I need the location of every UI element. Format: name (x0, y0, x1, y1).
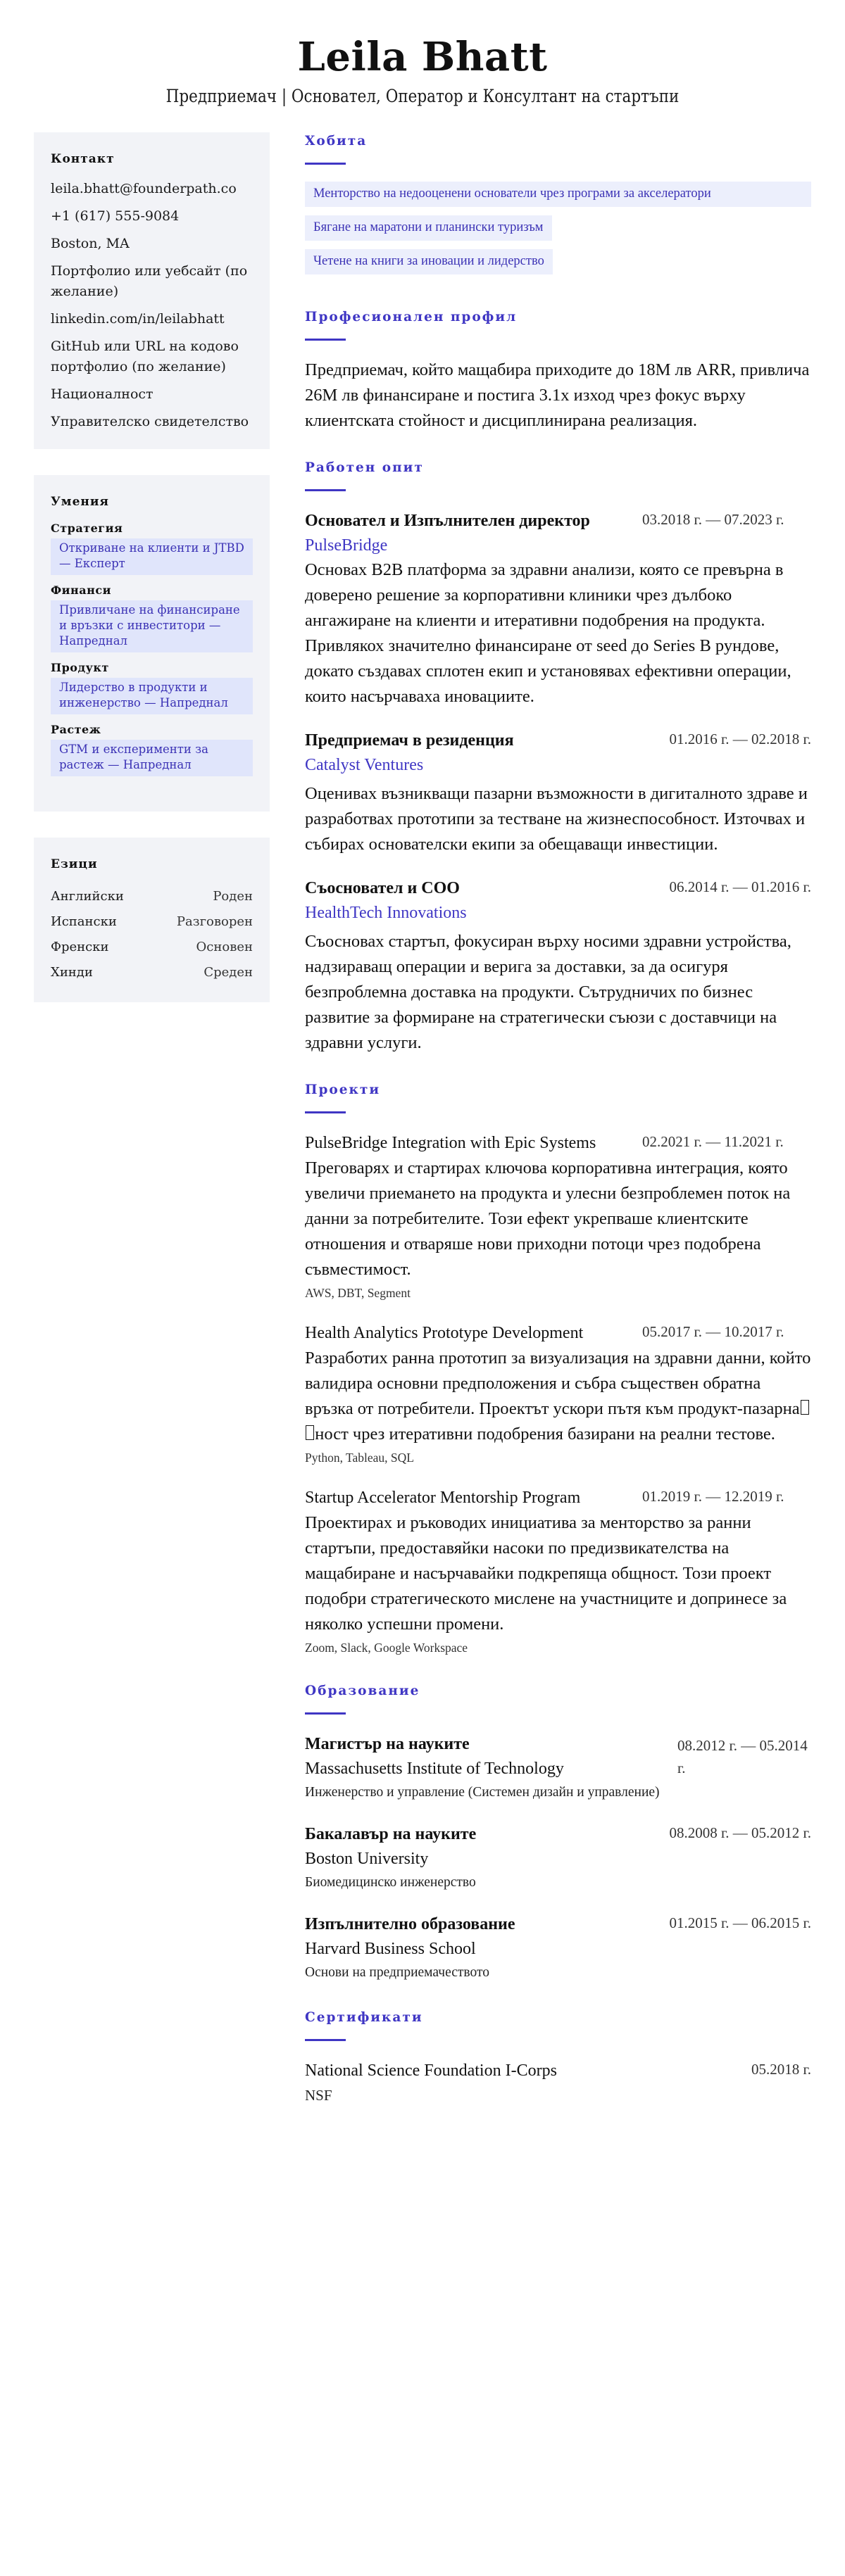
company-name: PulseBridge (305, 536, 388, 555)
language-row (51, 884, 253, 909)
contact-license: Управителско свидетелство (51, 414, 249, 429)
person-tagline: Предприемач | Основател, Оператор и Консултант на стартъпи (165, 86, 680, 106)
contact-location: Boston, MA (51, 236, 130, 251)
degree-name: Бакалавър на науките (305, 1825, 477, 1843)
job-title: Предприемач в резиденция (305, 731, 514, 750)
contact-portfolio: Портфолио или уебсайт (по желание) (51, 263, 248, 299)
experience-entry (305, 876, 811, 1056)
experience-entry (305, 508, 811, 709)
project-description: Проектирах и ръководих инициатива за менторство за ранни стартъпи, предоставяйки насоки по предизвикателства на мащабиране и насърчавайки подкрепяща общност. Този проект подобри стратегическото мислене на участниците и допринесе за няколко успешни промени. (305, 1513, 787, 1634)
hobbies-section (305, 132, 811, 283)
degree-name: Магистър на науките (305, 1735, 470, 1753)
project-dates: 01.2019 г. — 12.2019 г. (642, 1488, 784, 1505)
project-entry (305, 1130, 811, 1302)
school-name: Boston University (305, 1850, 429, 1868)
education-dates: 08.2012 г. — 05.2014 г. (677, 1737, 808, 1776)
language-row (51, 935, 253, 960)
skills-panel (34, 475, 270, 812)
language-name: Английски (51, 889, 124, 904)
project-name: Health Analytics Prototype Development (305, 1324, 584, 1342)
certification-date: 05.2018 г. (751, 2061, 811, 2078)
skill-group (51, 661, 253, 714)
section-title: Хобита (305, 134, 368, 149)
languages-panel (34, 838, 270, 1002)
job-dates: 06.2014 г. — 01.2016 г. (669, 878, 811, 895)
contact-linkedin[interactable]: linkedin.com/in/leilabhatt (51, 311, 225, 327)
language-level: Разговорен (176, 914, 253, 929)
school-name: Massachusetts Institute of Technology (305, 1760, 564, 1778)
main-column (305, 132, 811, 2131)
language-level: Основен (196, 940, 253, 954)
hobby-tag: Бягане на маратони и планински туризъм (305, 215, 552, 241)
skill-tag: GTM и експерименти за растеж — Напреднал (51, 740, 253, 776)
project-description: Преговарях и стартирах ключова корпоративна интеграция, която увеличи приемането на продукта и улесни безпроблемен поток на данни за потребителите. Този ефект укрепваше клиентските отношения и отваряше нови приходни потоци чрез подобрена съвместимост. (305, 1158, 791, 1279)
resume-layout (34, 132, 811, 2131)
resume-header (34, 34, 811, 108)
project-tech: Zoom, Slack, Google Workspace (305, 1641, 468, 1655)
hobby-tag: Четене на книги за иновации и лидерство (305, 249, 553, 274)
section-title: Сертификати (305, 2010, 423, 2025)
experience-entry (305, 728, 811, 857)
project-tech: AWS, DBT, Segment (305, 1286, 411, 1300)
project-name: PulseBridge Integration with Epic Systems (305, 1134, 596, 1152)
field-of-study: Биомедицинско инженерство (305, 1875, 476, 1890)
contact-email[interactable]: leila.bhatt@founderpath.co (51, 181, 237, 196)
language-level: Роден (213, 889, 253, 904)
hobby-list (305, 182, 811, 283)
education-entry (305, 1731, 811, 1803)
profile-section (305, 308, 811, 434)
skill-group (51, 723, 253, 776)
certification-issuer: NSF (305, 2087, 332, 2104)
education-dates: 08.2008 г. — 05.2012 г. (669, 1824, 811, 1841)
sidebar (34, 132, 270, 1028)
section-title: Работен опит (305, 460, 424, 475)
section-title: Проекти (305, 1082, 381, 1097)
job-description: Съосновах стартъп, фокусиран върху носими здравни устройства, надзираващ операции и верига за доставки, за да осигуря безпроблемна доставка на продукти. Сътрудничих по бизнес развитие за формиране на стратегически съюзи с доставчици на здравни услуги. (305, 932, 791, 1052)
language-name: Испански (51, 914, 117, 929)
experience-section (305, 459, 811, 1056)
job-title: Съосновател и COO (305, 879, 460, 897)
project-entry (305, 1320, 811, 1467)
missing-glyph-icon (306, 1425, 314, 1440)
project-entry (305, 1485, 811, 1657)
degree-name: Изпълнително образование (305, 1915, 515, 1933)
skill-group (51, 583, 253, 652)
contact-title: Контакт (51, 152, 115, 166)
project-tech: Python, Tableau, SQL (305, 1451, 414, 1465)
missing-glyph-icon (801, 1400, 809, 1415)
language-row (51, 960, 253, 985)
contact-phone[interactable]: +1 (617) 555-9084 (51, 208, 180, 224)
projects-section (305, 1081, 811, 1657)
skill-group-title: Продукт (51, 661, 109, 674)
language-level: Среден (204, 965, 253, 980)
job-description: Основах B2B платформа за здравни анализи, която се превърна в доверено решение за корпоративни клиники чрез дълбоко ангажиране на клиенти и итеративни подобрения на продукта. Привлякох значително финансиране от seed до Series B рундове, докато създавах сплотен екип и установявах ефективни операции, които насърчаваха иновациите. (305, 560, 791, 706)
project-description-part: Разработих ранна прототип за визуализация на здравни данни, който валидира основни предположения и събра съществен обратна връзка от потребители. Проектът ускори пътя към продукт-пазарна (305, 1349, 811, 1418)
section-title: Професионален профил (305, 310, 518, 324)
project-description-part: ност чрез итеративни подобрения базирани на реални тестове. (315, 1425, 775, 1444)
skill-group-title: Финанси (51, 583, 111, 597)
education-entry (305, 1821, 811, 1893)
school-name: Harvard Business School (305, 1940, 476, 1958)
language-name: Хинди (51, 965, 93, 980)
languages-title: Езици (51, 857, 98, 871)
certification-name: National Science Foundation I-Corps (305, 2062, 557, 2080)
contact-github: GitHub или URL на кодово портфолио (по желание) (51, 339, 239, 374)
job-title: Основател и Изпълнителен директор (305, 512, 590, 530)
job-dates: 03.2018 г. — 07.2023 г. (642, 511, 784, 528)
field-of-study: Инженерство и управление (Системен дизайн и управление) (305, 1785, 660, 1800)
section-divider (305, 1712, 346, 1715)
language-row (51, 909, 253, 935)
project-description (305, 1346, 811, 1447)
company-name: Catalyst Ventures (305, 756, 424, 774)
job-dates: 01.2016 г. — 02.2018 г. (669, 731, 811, 747)
section-divider (305, 339, 346, 341)
section-divider (305, 2039, 346, 2041)
section-divider (305, 1111, 346, 1113)
job-description: Оценивах възникващи пазарни възможности в дигиталното здраве и разработвах прототипи за тестване на жизнеспособност. Източвах и събирах основателски екипи за обещаващи инвестиции. (305, 784, 808, 854)
skill-group-title: Стратегия (51, 522, 123, 535)
field-of-study: Основи на предприемачеството (305, 1965, 489, 1980)
skill-group-title: Растеж (51, 723, 101, 736)
section-divider (305, 489, 346, 491)
education-section (305, 1682, 811, 1983)
section-divider (305, 163, 346, 165)
person-name: Leila Bhatt (297, 34, 548, 80)
certification-entry (305, 2058, 811, 2106)
project-dates: 05.2017 г. — 10.2017 г. (642, 1323, 784, 1340)
skill-tag: Лидерство в продукти и инженерство — Напреднал (51, 678, 253, 714)
contact-nationality: Националност (51, 386, 154, 402)
certifications-section (305, 2009, 811, 2106)
language-name: Френски (51, 940, 109, 954)
skill-tag: Откриване на клиенти и JTBD — Експерт (51, 538, 253, 575)
skills-title: Умения (51, 495, 109, 509)
project-dates: 02.2021 г. — 11.2021 г. (642, 1133, 784, 1150)
section-title: Образование (305, 1684, 420, 1698)
skill-group (51, 522, 253, 575)
project-name: Startup Accelerator Mentorship Program (305, 1489, 581, 1507)
contact-panel (34, 132, 270, 449)
education-entry (305, 1912, 811, 1983)
profile-summary: Предприемач, който мащабира приходите до 18M лв ARR, привлича 26M лв финансиране и постига 3.1x изход чрез фокус върху клиентската стойност и дисциплинирана реализация. (305, 360, 810, 430)
company-name: HealthTech Innovations (305, 904, 467, 922)
skill-tag: Привличане на финансиране и връзки с инвеститори — Напреднал (51, 600, 253, 652)
hobby-tag: Менторство на недооценени основатели чрез програми за акселератори (305, 182, 811, 207)
education-dates: 01.2015 г. — 06.2015 г. (669, 1914, 811, 1931)
